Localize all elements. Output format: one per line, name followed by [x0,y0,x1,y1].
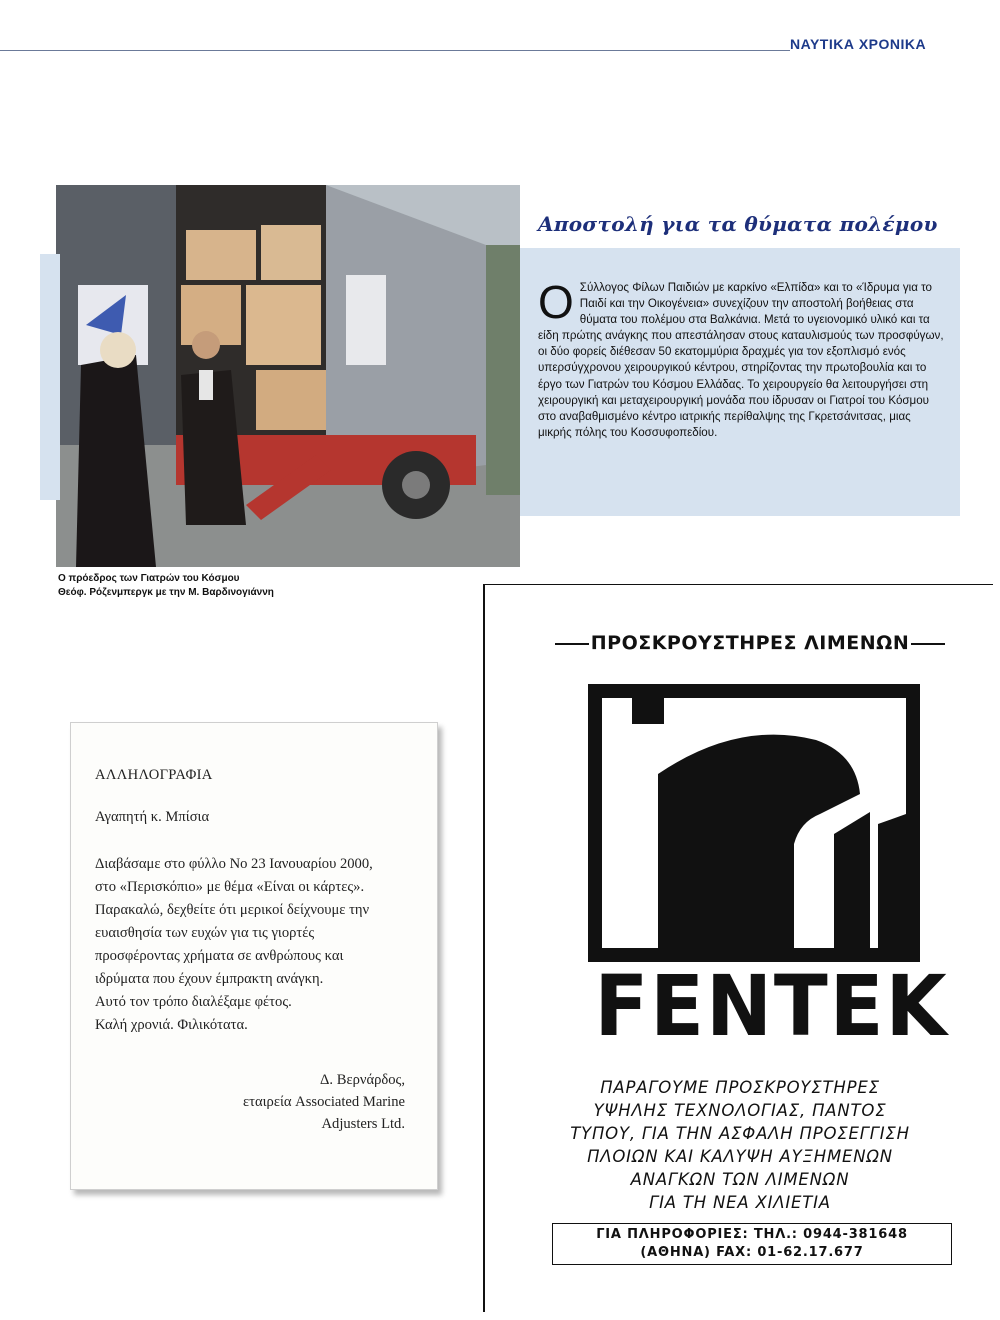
signature-line: Adjusters Ltd. [321,1116,405,1132]
letter-line: Αυτό τον τρόπο διαλέξαμε φέτος. [95,994,292,1010]
contact-fax: (ΑΘΗΝΑ) FAX: 01-62.17.677 [640,1245,864,1260]
letter-line: προσφέροντας χρήματα σε ανθρώπους και [95,948,344,964]
letter-title: ΑΛΛΗΛΟΓΡΑΦΙΑ [95,767,213,783]
letter-card [70,722,438,1190]
article-dropcap: Ο [538,276,574,328]
letter-line: Παρακαλώ, δεχθείτε ότι μερικοί δείχνουμε την [95,902,370,918]
article-heading: Αποστολή για τα θύματα πολέμου [538,212,938,236]
caption-line: Ο πρόεδρος των Γιατρών του Κόσμου [58,573,240,584]
slogan-line: ΠΛΟΙΩΝ ΚΑΙ ΚΑΛΥΨΗ ΑΥΞΗΜΕΝΩΝ [587,1147,893,1166]
slogan-line: ΑΝΑΓΚΩΝ ΤΩΝ ΛΙΜΕΝΩΝ [630,1170,850,1189]
ad-slogan [520,1076,960,1214]
fentek-logo-icon [588,684,920,962]
brand-name: FENTEK [594,957,949,1055]
letter-body [95,853,425,1037]
letter-line: ιδρύματα που έχουν έμπρακτη ανάγκη. [95,971,324,987]
letter-greeting: Αγαπητή κ. Μπίσια [95,809,210,825]
ad-border [483,584,993,585]
ad-title-text: ΠΡΟΣΚΡΟΥΣΤΗΡΕΣ ΛΙΜΕΝΩΝ [590,632,910,654]
slogan-line: ΠΑΡΑΓΟΥΜΕ ΠΡΟΣΚΡΟΥΣΤΗΡΕΣ [600,1078,880,1097]
truck-photo-illustration [56,185,520,567]
section-title: ΝΑΥΤΙΚΑ ΧΡΟΝΙΚΑ [790,36,927,52]
letter-line: στο «Περισκόπιο» με θέμα «Είναι οι κάρτες». [95,879,365,895]
news-photo [56,185,520,567]
title-dash [555,643,589,645]
letter-line: Διαβάσαμε στο φύλλο Νο 23 Ιανουαρίου 2000, [95,856,373,872]
title-dash [911,643,945,645]
contact-box [552,1223,952,1265]
caption-line: Θεόφ. Ρόζενμπεργκ με την Μ. Βαρδινογιάννη [58,587,274,598]
ad-border [483,584,485,1312]
slogan-line: ΤΥΠΟΥ, ΓΙΑ ΤΗΝ ΑΣΦΑΛΗ ΠΡΟΣΕΓΓΙΣΗ [570,1124,910,1143]
slogan-line: ΓΙΑ ΤΗ ΝΕΑ ΧΙΛΙΕΤΙΑ [649,1193,831,1212]
article-text: Σύλλογος Φίλων Παιδιών με καρκίνο «Ελπίδα» και το «Ίδρυμα για το Παιδί και την Οικογένεια» συνεχίζουν την αποστολή βοήθειας στα θύματα του πολέμου στα Βαλκάνια. Μετά το υγειονομικό υλικό και τα είδη πρώτης ανάγκης που απεστάλησαν στους καταυλισμούς των προσφύγων, οι δύο φορείς διέθεσαν 50 εκατομμύρια δραχμές για τον εξοπλισμό ενός υπερσύγχρονου χειρουργικού κέντρου, στηρίζοντας την πρωτοβουλία και το έργο των Γιατρών του Κόσμου Ελλάδας. Το χειρουργείο θα λειτουργήσει στη χειρουργική και μεταχειρουργική μονάδα που ίδρυσαν οι Γιατροί του Κόσμου στο αναβαθμισμένο κέντρο ιατρικής περίθαλψης της Γκρετσάνιτσας, μιας μικρής πόλης του Κοσσυφοπεδίου. [538,281,944,439]
header-rule [0,50,790,51]
article-body [538,276,946,441]
slogan-line: ΥΨΗΛΗΣ ΤΕΧΝΟΛΟΓΙΑΣ, ΠΑΝΤΟΣ [593,1101,887,1120]
signature-line: Δ. Βερνάρδος, [320,1072,405,1088]
photo-caption [58,572,358,600]
contact-phone: ΓΙΑ ΠΛΗΡΟΦΟΡΙΕΣ: ΤΗΛ.: 0944-381648 [596,1227,908,1242]
letter-line: ευαισθησία των ευχών για τις γιορτές [95,925,315,941]
letter-line: Καλή χρονιά. Φιλικότατα. [95,1017,248,1033]
background-strip [40,254,60,500]
signature-line: εταιρεία Associated Marine [242,1094,405,1110]
letter-signature [243,1069,405,1135]
ad-title [540,632,960,654]
